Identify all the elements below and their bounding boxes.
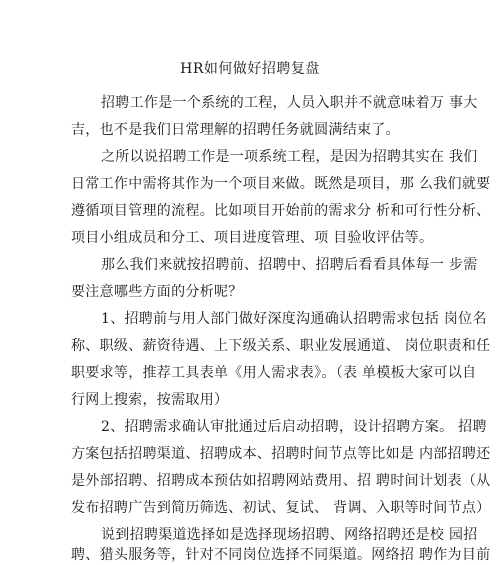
paragraph-line: 说到招聘渠道选择如是选择现场招聘、网络招聘还是校 园招: [101, 527, 478, 543]
paragraph-line: 是外部招聘、招聘成本预估如招聘网站费用、招 聘时间计划表（从: [71, 473, 491, 489]
paragraph-line: 招聘工作是一个系统的工程，人员入职并不就意味着万 事大: [101, 95, 478, 111]
paragraph-line: 职要求等，推荐工具表单《用人需求表》。（表 单模板大家可以自: [71, 365, 477, 381]
paragraph-line: 1、招聘前与用人部门做好深度沟通确认招聘需求包括 岗位名: [101, 311, 487, 327]
paragraph-line: 称、职级、薪资待遇、上下级关系、职业发展通道、 岗位职责和任: [71, 338, 491, 354]
paragraph-line: 之所以说招聘工作是一项系统工程，是因为招聘其实在 我们: [101, 149, 478, 165]
paragraph-line: 行网上搜索，按需取用）: [71, 392, 229, 408]
paragraph-line: 日常工作中需将其作为一个项目来做。既然是项目，那 么我们就要: [71, 176, 491, 192]
paragraph-line: 项目小组成员和分工、项目进度管理、项 目验收评估等。: [71, 230, 434, 246]
paragraph-line: 遵循项目管理的流程。比如项目开始前的需求分 析和可行性分析、: [71, 203, 491, 219]
paragraph-line: 聘、猎头服务等，针对不同岗位选择不同渠道。网络招 聘作为目前: [71, 547, 491, 563]
document-title: HR如何做好招聘复盘: [180, 61, 320, 77]
paragraph-line: 要注意哪些方面的分析呢？: [71, 284, 243, 300]
paragraph-line: 吉，也不是我们日常理解的招聘任务就圆满结束了。: [71, 122, 400, 138]
paragraph-line: 那么我们来就按招聘前、招聘中、招聘后看看具体每一 步需: [101, 257, 478, 273]
paragraph-line: 方案包括招聘渠道、招聘成本、招聘时间节点等比如是 内部招聘还: [71, 446, 491, 462]
paragraph-line: 2、招聘需求确认审批通过后启动招聘，设计招聘方案。 招聘: [101, 419, 487, 435]
paragraph-line: 发布招聘广告到简历筛选、初试、复试、 背调、入职等时间节点）: [71, 500, 491, 516]
